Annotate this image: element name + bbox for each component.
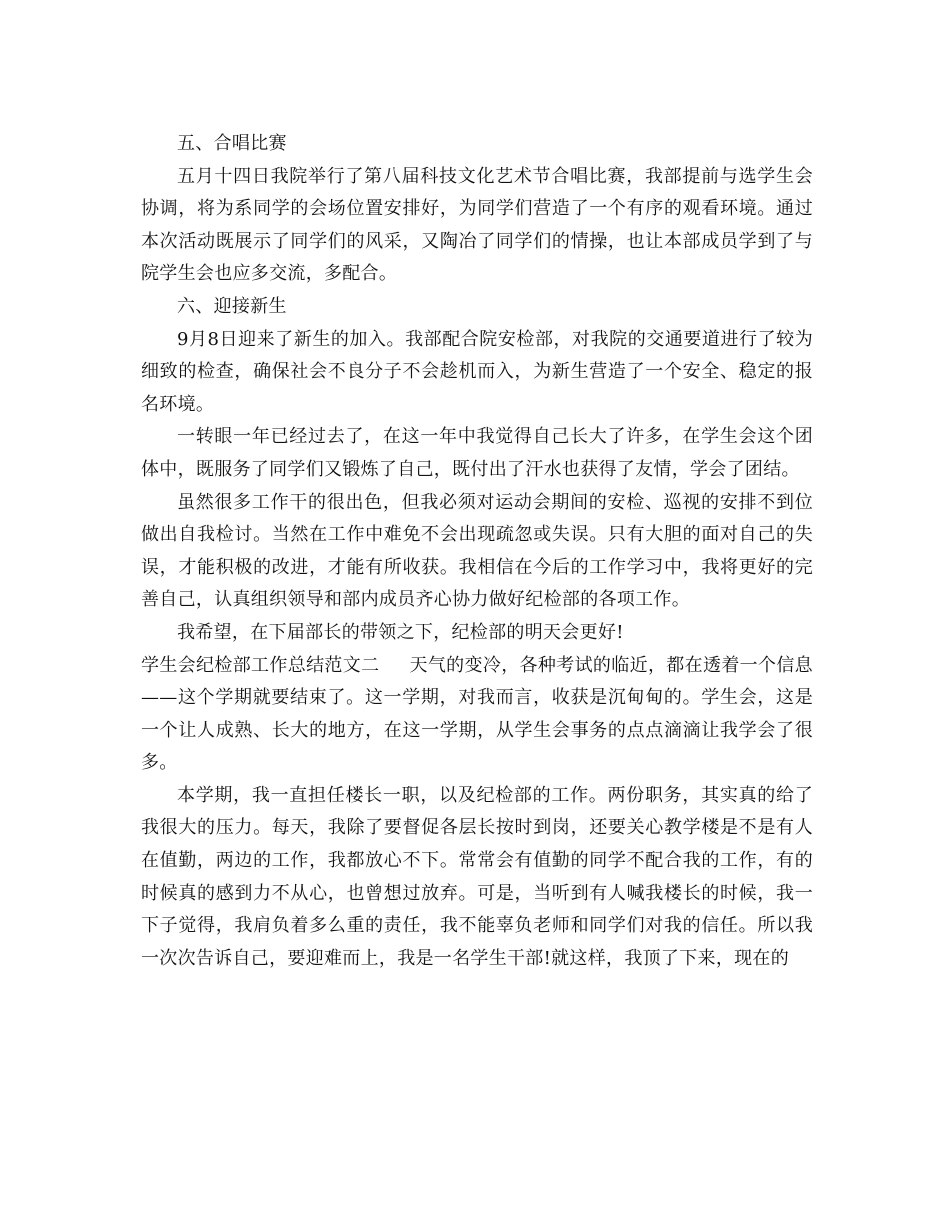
paragraph-article-two-duties: 本学期，我一直担任楼长一职，以及纪检部的工作。两份职务，其实真的给了我很大的压力。每天，我除了要督促各层长按时到岗，还要关心教学楼是不是有人在值勤，两边的工作，我都放心不下。常常会有值勤的同学不配合我的工作，有的时候真的感到力不从心，也曾想过放弃。可是，当听到有人喊我楼长的时候，我一下子觉得，我肩负着多么重的责任，我不能辜负老师和同学们对我的信任。所以我一次次告诉自己，要迎难而上，我是一名学生干部!就这样，我顶了下来，现在的	[141, 784, 813, 969]
article-two-first-para: 天气的变冷，各种考试的临近，都在透着一个信息——这个学期就要结束了。这一学期，对我而言，收获是沉甸甸的。学生会，这是一个让人成熟、长大的地方，在这一学期，从学生会事务的点点滴滴让我学会了很多。	[141, 654, 813, 774]
document-body	[141, 128, 813, 975]
paragraph-chorus: 五月十四日我院举行了第八届科技文化艺术节合唱比赛，我部提前与选学生会协调，将为系同学的会场位置安排好，为同学们营造了一个有序的观看环境。通过本次活动既展示了同学们的风采，又陶冶了同学们的情操，也让本部成员学到了与院学生会也应多交流，多配合。	[141, 165, 813, 285]
paragraph-hope: 我希望，在下届部长的带领之下，纪检部的明天会更好!	[177, 621, 624, 643]
paragraph-year-review: 一转眼一年已经过去了，在这一年中我觉得自己长大了许多，在学生会这个团体中，既服务了同学们又锻炼了自己，既付出了汗水也获得了友情，学会了团结。	[141, 426, 813, 480]
section-heading-freshmen: 六、迎接新生	[177, 295, 287, 317]
paragraph-freshmen: 9月8日迎来了新生的加入。我部配合院安检部，对我院的交通要道进行了较为细致的检查，确保社会不良分子不会趁机而入，为新生营造了一个安全、稳定的报名环境。	[141, 328, 813, 415]
section-heading-chorus: 五、合唱比赛	[177, 133, 287, 154]
paragraph-self-review: 虽然很多工作干的很出色，但我必须对运动会期间的安检、巡视的安排不到位做出自我检讨。当然在工作中难免不会出现疏忽或失误。只有大胆的面对自己的失误，才能积极的改进，才能有所收获。我相信在今后的工作学习中，我将更好的完善自己，认真组织领导和部内成员齐心协力做好纪检部的各项工作。	[141, 491, 813, 611]
paragraph-article-two-intro	[141, 650, 813, 780]
article-two-title: 学生会纪检部工作总结范文二	[141, 654, 380, 676]
